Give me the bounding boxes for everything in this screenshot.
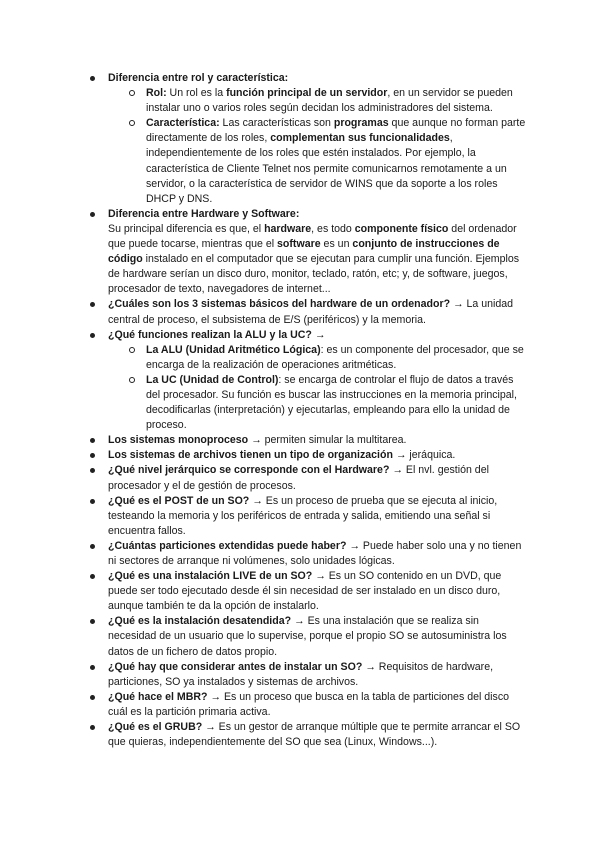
list-item-hardware-software bbox=[89, 207, 530, 298]
question: ¿Qué es una instalación LIVE de un SO? bbox=[108, 570, 313, 583]
bold-text: conjunto de instrucciones de código bbox=[108, 238, 500, 266]
bold-text: programas bbox=[333, 117, 389, 130]
subitem-alu bbox=[146, 343, 530, 373]
text: que aunque no forman parte directamente de los roles, bbox=[146, 117, 526, 145]
text: Las características son bbox=[219, 117, 334, 130]
question: ¿Qué funciones realizan la ALU y la UC? bbox=[108, 328, 312, 341]
list-item-qa bbox=[89, 494, 530, 539]
question: Los sistemas monoproceso bbox=[108, 434, 249, 447]
subitem-label: Característica: bbox=[146, 117, 220, 130]
subitem-label: La UC (Unidad de Control) bbox=[146, 373, 279, 386]
question: ¿Qué hace el MBR? bbox=[108, 690, 208, 703]
answer: → Es un SO contenido en un DVD, que puede ser todo ejecutado desde él sin necesidad de ser instalado en un disco duro, aunque también te da la opción de instalarlo. bbox=[108, 570, 502, 613]
item-heading: Diferencia entre rol y característica: bbox=[108, 72, 289, 84]
list-item-qa bbox=[89, 297, 530, 327]
text: Su principal diferencia es que, el bbox=[108, 222, 265, 235]
question: ¿Qué hay que considerar antes de instalar un SO? bbox=[108, 660, 363, 673]
list-item-qa bbox=[89, 660, 530, 690]
answer: → Puede haber solo una y no tienen ni sectores de arranque ni volúmenes, solo unidades lógicas. bbox=[108, 539, 522, 567]
list-item-qa bbox=[89, 448, 530, 463]
bold-text: función principal de un servidor bbox=[226, 87, 388, 100]
list-item-qa bbox=[89, 720, 530, 750]
question: ¿Qué es el POST de un SO? bbox=[108, 494, 250, 507]
list-item-qa bbox=[89, 569, 530, 614]
sublist bbox=[108, 86, 530, 207]
list-item-alu-uc bbox=[89, 328, 530, 434]
text: : se encarga de controlar el flujo de datos a través del procesador. Su función es buscar las instrucciones en la memoria principal, decodificarlas (interpretación) y ejecutarlas, empleando para ello la unidad de proceso. bbox=[146, 373, 517, 432]
list-item-qa bbox=[89, 539, 530, 569]
subitem-caracteristica bbox=[146, 116, 530, 207]
answer: → permiten simular la multitarea. bbox=[248, 434, 407, 447]
text: es un bbox=[320, 238, 353, 251]
question: ¿Cuántas particiones extendidas puede haber? bbox=[108, 539, 347, 552]
answer: → bbox=[311, 328, 326, 341]
answer: → Requisitos de hardware, particiones, SO ya instalados y sistemas de archivos. bbox=[108, 660, 494, 688]
notes-list bbox=[89, 71, 530, 750]
answer: → Es una instalación que se realiza sin necesidad de un usuario que lo supervise, porque el propio SO se autosuministra los datos de un fichero de datos propio. bbox=[108, 615, 507, 658]
text: Un rol es la bbox=[166, 87, 227, 100]
list-item-rol-caracteristica bbox=[89, 71, 530, 207]
answer: → Es un proceso de prueba que se ejecuta al inicio, testeando la memoria y los periféricos de entrada y salida, emitiendo una señal si encuentra fallos. bbox=[108, 494, 498, 537]
text: , independientemente de los roles que estén instalados. Por ejemplo, la característica de Cliente Telnet nos permite comunicarnos remotamente a un servidor, o la característica de servidor de WINS que da soporte a los roles DHCP y DNS. bbox=[146, 132, 507, 205]
subitem-rol bbox=[146, 86, 530, 116]
text: del ordenador que puede tocarse, mientras que el bbox=[108, 222, 517, 251]
subitem-label: La ALU (Unidad Aritmético Lógica) bbox=[146, 343, 321, 356]
bold-text: software bbox=[277, 238, 321, 251]
answer: → La unidad central de proceso, el subsistema de E/S (periféricos) y la memoria. bbox=[108, 298, 514, 326]
question: ¿Qué es el GRUB? bbox=[108, 721, 203, 734]
subitem-uc bbox=[146, 373, 530, 433]
answer: → jeráquica. bbox=[392, 449, 456, 462]
question: ¿Qué nivel jerárquico se corresponde con el Hardware? bbox=[108, 464, 390, 477]
text: instalado en el computador que se ejecutan para cumplir una función. Ejemplos de hardware serían un disco duro, monitor, teclado, ratón, etc; y, de software, juegos, procesador de texto, navegadores de internet... bbox=[108, 253, 520, 296]
text: , es todo bbox=[311, 222, 355, 235]
bold-text: complementan sus funcionalidades bbox=[270, 132, 450, 145]
sublist bbox=[108, 343, 530, 434]
answer: → El nvl. gestión del procesador y el de gestión de procesos. bbox=[108, 464, 489, 492]
text: , en un servidor se pueden instalar uno o varios roles según decidan los administradores del sistema. bbox=[146, 87, 513, 115]
bold-text: hardware bbox=[264, 222, 312, 235]
list-item-qa bbox=[89, 614, 530, 659]
list-item-qa bbox=[89, 433, 530, 448]
list-item-qa bbox=[89, 690, 530, 720]
bold-text: componente físico bbox=[354, 222, 449, 235]
question: Los sistemas de archivos tienen un tipo de organización bbox=[108, 449, 393, 462]
subitem-label: Rol: bbox=[146, 87, 167, 100]
answer: → Es un proceso que busca en la tabla de particiones del disco cuál es la partición primaria activa. bbox=[108, 690, 510, 718]
question: ¿Cuáles son los 3 sistemas básicos del hardware de un ordenador? bbox=[108, 298, 451, 311]
text: : es un componente del procesador, que se encarga de la realización de operaciones aritméticas. bbox=[146, 343, 524, 371]
answer: → Es un gestor de arranque múltiple que te permite arrancar el SO que quieras, independientemente del SO que sea (Linux, Windows...). bbox=[108, 721, 521, 749]
question: ¿Qué es la instalación desatendida? bbox=[108, 615, 292, 628]
list-item-qa bbox=[89, 463, 530, 493]
item-heading: Diferencia entre Hardware y Software: bbox=[108, 207, 300, 220]
